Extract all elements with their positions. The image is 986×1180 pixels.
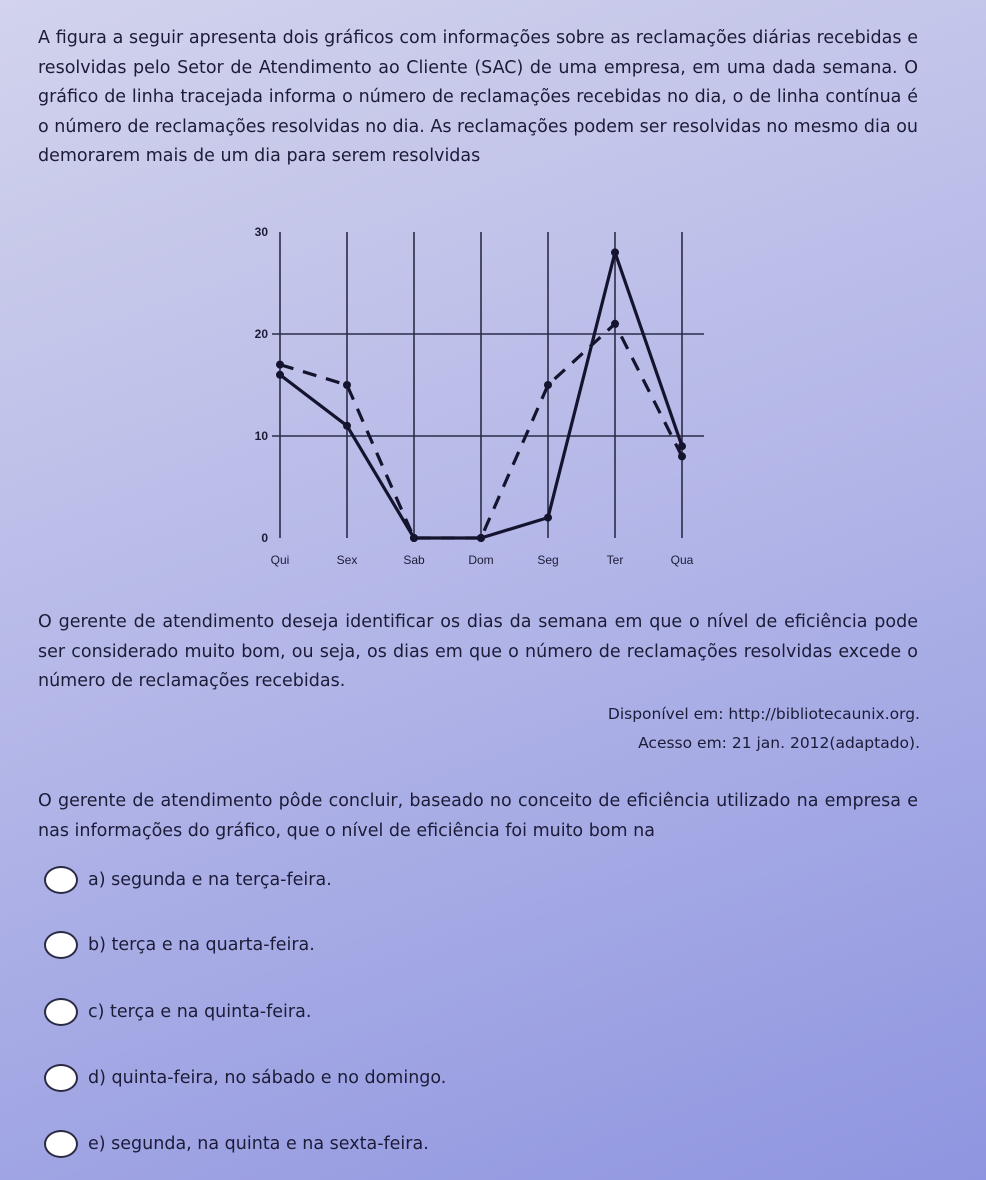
point-resolvidas-sab [410,534,418,542]
y-tick-label-0: 0 [261,531,268,545]
x-tick-label-ter: Ter [606,553,624,567]
point-resolvidas-ter [611,248,619,256]
x-tick-label-qui: Qui [270,553,290,567]
option-a[interactable] [44,860,332,900]
point-recebidas-qua [678,452,686,460]
point-recebidas-ter [611,320,619,328]
option-d[interactable] [44,1058,446,1098]
radio-b[interactable] [44,931,78,959]
line-chart [225,212,725,582]
x-tick-label-qua: Qua [670,553,694,567]
radio-d[interactable] [44,1064,78,1092]
option-b-label: b) terça e na quarta-feira. [88,935,315,955]
option-c-label: c) terça e na quinta-feira. [88,1002,312,1022]
point-resolvidas-qua [678,442,686,450]
point-resolvidas-dom [477,534,485,542]
radio-c[interactable] [44,998,78,1026]
conclusion-paragraph: O gerente de atendimento pôde concluir, baseado no conceito de eficiência utilizado na empresa e nas informações do gráfico, que o nível de eficiência foi muito bom na [38,791,918,841]
radio-a[interactable] [44,866,78,894]
x-tick-label-seg: Seg [537,553,559,567]
intro-paragraph: A figura a seguir apresenta dois gráficos com informações sobre as reclamações diárias recebidas e resolvidas pelo Setor de Atendimento ao Cliente (SAC) de uma empresa, em uma dada semana. O gráfico de linha tracejada informa o número de reclamações recebidas no dia, o de linha contínua é o número de reclamações resolvidas no dia. As reclamações podem ser resolvidas no mesmo dia ou demorarem mais de um dia para serem resolvidas [38,28,918,166]
point-recebidas-seg [544,381,552,389]
x-tick-label-sab: Sab [403,553,425,567]
y-tick-label-10: 10 [254,429,268,443]
point-resolvidas-sex [343,422,351,430]
source-line-2: Acesso em: 21 jan. 2012(adaptado). [638,734,920,752]
option-e-label: e) segunda, na quinta e na sexta-feira. [88,1134,429,1154]
x-tick-label-sex: Sex [336,553,358,567]
y-tick-label-30: 30 [254,225,268,239]
y-tick-label-20: 20 [254,327,268,341]
source-line-1: Disponível em: http://bibliotecaunix.org. [607,705,920,723]
option-a-label: a) segunda e na terça-feira. [88,870,332,890]
point-resolvidas-seg [544,514,552,522]
option-e[interactable] [44,1124,429,1164]
x-tick-label-dom: Dom [468,553,494,567]
option-c[interactable] [44,992,311,1032]
question-paragraph: O gerente de atendimento deseja identificar os dias da semana em que o nível de eficiência pode ser considerado muito bom, ou seja, os dias em que o número de reclamações resolvidas excede o número de reclamações recebidas. [38,612,918,691]
option-b[interactable] [44,925,315,965]
point-recebidas-qui [276,361,284,369]
option-d-label: d) quinta-feira, no sábado e no domingo. [88,1068,447,1088]
point-resolvidas-qui [276,371,284,379]
point-recebidas-sex [343,381,351,389]
radio-e[interactable] [44,1130,78,1158]
